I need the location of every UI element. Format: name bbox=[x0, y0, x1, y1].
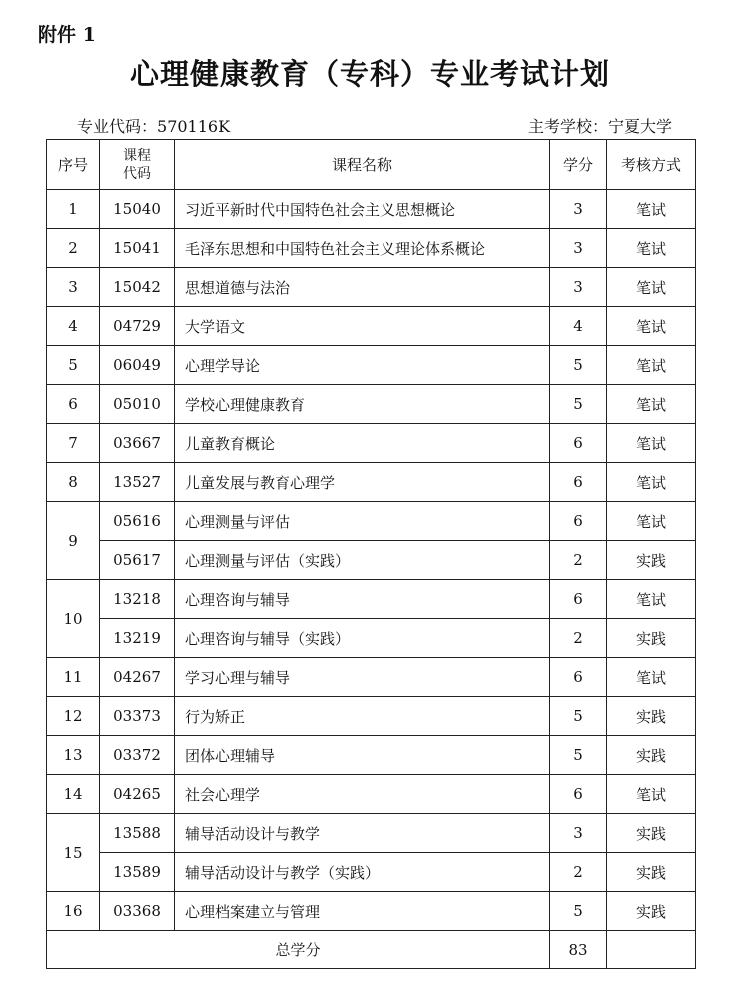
table-row bbox=[47, 229, 696, 268]
page-title: 心理健康教育（专科）专业考试计划 bbox=[129, 57, 610, 91]
total-credits: 83 bbox=[550, 931, 607, 969]
row-course-code: 13219 bbox=[100, 619, 175, 658]
row-course-name: 心理咨询与辅导（实践） bbox=[175, 619, 550, 658]
school-label: 主考学校： bbox=[527, 117, 608, 136]
row-course-code: 15040 bbox=[100, 190, 175, 229]
table-row bbox=[47, 853, 696, 892]
row-seq: 3 bbox=[47, 268, 100, 307]
row-seq: 5 bbox=[47, 346, 100, 385]
row-exam-method: 笔试 bbox=[607, 190, 696, 229]
header-course-name: 课程名称 bbox=[175, 140, 550, 190]
row-credit: 3 bbox=[550, 190, 607, 229]
row-credit: 2 bbox=[550, 853, 607, 892]
row-credit: 6 bbox=[550, 775, 607, 814]
row-course-code: 13588 bbox=[100, 814, 175, 853]
row-course-code: 04265 bbox=[100, 775, 175, 814]
row-exam-method: 笔试 bbox=[607, 502, 696, 541]
row-course-name: 辅导活动设计与教学 bbox=[175, 814, 550, 853]
row-credit: 5 bbox=[550, 346, 607, 385]
row-exam-method: 实践 bbox=[607, 697, 696, 736]
row-seq: 2 bbox=[47, 229, 100, 268]
row-seq: 11 bbox=[47, 658, 100, 697]
row-exam-method: 笔试 bbox=[607, 775, 696, 814]
table-row bbox=[47, 619, 696, 658]
row-credit: 2 bbox=[550, 541, 607, 580]
row-course-name: 心理测量与评估（实践） bbox=[175, 541, 550, 580]
major-code-value: 570116K bbox=[157, 117, 231, 136]
row-seq: 10 bbox=[47, 580, 100, 658]
row-course-name: 大学语文 bbox=[175, 307, 550, 346]
table-row bbox=[47, 892, 696, 931]
row-credit: 5 bbox=[550, 736, 607, 775]
attachment-label: 附件 1 bbox=[38, 24, 96, 46]
table-row bbox=[47, 385, 696, 424]
major-code bbox=[77, 114, 230, 137]
header-exam-method: 考核方式 bbox=[607, 140, 696, 190]
table-row bbox=[47, 580, 696, 619]
table-row bbox=[47, 541, 696, 580]
row-credit: 3 bbox=[550, 814, 607, 853]
row-course-name: 学习心理与辅导 bbox=[175, 658, 550, 697]
table-row bbox=[47, 424, 696, 463]
row-credit: 4 bbox=[550, 307, 607, 346]
row-course-name: 习近平新时代中国特色社会主义思想概论 bbox=[175, 190, 550, 229]
row-seq: 14 bbox=[47, 775, 100, 814]
row-course-code: 03667 bbox=[100, 424, 175, 463]
row-course-name: 社会心理学 bbox=[175, 775, 550, 814]
row-course-code: 13527 bbox=[100, 463, 175, 502]
row-credit: 6 bbox=[550, 580, 607, 619]
row-exam-method: 实践 bbox=[607, 736, 696, 775]
row-exam-method: 笔试 bbox=[607, 580, 696, 619]
row-course-code: 13218 bbox=[100, 580, 175, 619]
row-credit: 2 bbox=[550, 619, 607, 658]
table-row bbox=[47, 658, 696, 697]
row-course-code: 15042 bbox=[100, 268, 175, 307]
row-exam-method: 笔试 bbox=[607, 307, 696, 346]
row-course-name: 心理档案建立与管理 bbox=[175, 892, 550, 931]
row-course-name: 心理学导论 bbox=[175, 346, 550, 385]
header-code-line1: 课程 bbox=[123, 147, 151, 164]
row-exam-method: 笔试 bbox=[607, 385, 696, 424]
row-seq: 13 bbox=[47, 736, 100, 775]
table-row bbox=[47, 307, 696, 346]
header-credit: 学分 bbox=[550, 140, 607, 190]
row-course-code: 05010 bbox=[100, 385, 175, 424]
row-exam-method: 笔试 bbox=[607, 229, 696, 268]
row-credit: 6 bbox=[550, 502, 607, 541]
row-course-code: 04729 bbox=[100, 307, 175, 346]
row-exam-method: 笔试 bbox=[607, 346, 696, 385]
row-seq: 8 bbox=[47, 463, 100, 502]
table-row bbox=[47, 697, 696, 736]
row-exam-method: 实践 bbox=[607, 814, 696, 853]
row-credit: 3 bbox=[550, 229, 607, 268]
table-row bbox=[47, 502, 696, 541]
row-exam-method: 笔试 bbox=[607, 463, 696, 502]
row-course-code: 13589 bbox=[100, 853, 175, 892]
row-course-code: 04267 bbox=[100, 658, 175, 697]
row-exam-method: 实践 bbox=[607, 619, 696, 658]
school-value: 宁夏大学 bbox=[607, 117, 672, 136]
row-course-name: 毛泽东思想和中国特色社会主义理论体系概论 bbox=[175, 229, 550, 268]
table-row bbox=[47, 814, 696, 853]
row-exam-method: 实践 bbox=[607, 892, 696, 931]
row-exam-method: 笔试 bbox=[607, 658, 696, 697]
row-seq: 7 bbox=[47, 424, 100, 463]
row-course-code: 03373 bbox=[100, 697, 175, 736]
row-credit: 3 bbox=[550, 268, 607, 307]
header-course-code bbox=[100, 140, 175, 190]
row-seq: 16 bbox=[47, 892, 100, 931]
exam-plan-table bbox=[46, 139, 696, 969]
row-course-name: 心理测量与评估 bbox=[175, 502, 550, 541]
row-credit: 6 bbox=[550, 658, 607, 697]
header-seq: 序号 bbox=[47, 140, 100, 190]
host-school bbox=[528, 114, 672, 137]
row-course-code: 15041 bbox=[100, 229, 175, 268]
row-course-name: 心理咨询与辅导 bbox=[175, 580, 550, 619]
total-method bbox=[607, 931, 696, 969]
table-row bbox=[47, 268, 696, 307]
row-course-name: 学校心理健康教育 bbox=[175, 385, 550, 424]
row-course-name: 儿童发展与教育心理学 bbox=[175, 463, 550, 502]
row-course-code: 06049 bbox=[100, 346, 175, 385]
row-seq: 4 bbox=[47, 307, 100, 346]
row-course-name: 辅导活动设计与教学（实践） bbox=[175, 853, 550, 892]
total-row bbox=[47, 931, 696, 969]
row-exam-method: 笔试 bbox=[607, 268, 696, 307]
row-exam-method: 笔试 bbox=[607, 424, 696, 463]
row-exam-method: 实践 bbox=[607, 541, 696, 580]
row-course-name: 儿童教育概论 bbox=[175, 424, 550, 463]
table-row bbox=[47, 463, 696, 502]
table-row bbox=[47, 736, 696, 775]
table-row bbox=[47, 775, 696, 814]
row-course-name: 思想道德与法治 bbox=[175, 268, 550, 307]
row-course-code: 03372 bbox=[100, 736, 175, 775]
total-label: 总学分 bbox=[47, 931, 550, 969]
row-credit: 5 bbox=[550, 892, 607, 931]
row-credit: 5 bbox=[550, 385, 607, 424]
header-row bbox=[47, 140, 696, 190]
header-code-line2: 代码 bbox=[123, 165, 151, 182]
row-seq: 9 bbox=[47, 502, 100, 580]
table-row bbox=[47, 190, 696, 229]
row-seq: 12 bbox=[47, 697, 100, 736]
row-exam-method: 实践 bbox=[607, 853, 696, 892]
row-course-code: 05616 bbox=[100, 502, 175, 541]
row-course-name: 团体心理辅导 bbox=[175, 736, 550, 775]
row-course-name: 行为矫正 bbox=[175, 697, 550, 736]
row-seq: 6 bbox=[47, 385, 100, 424]
row-course-code: 05617 bbox=[100, 541, 175, 580]
table-row bbox=[47, 346, 696, 385]
major-code-label: 专业代码： bbox=[77, 117, 158, 136]
row-credit: 6 bbox=[550, 424, 607, 463]
row-course-code: 03368 bbox=[100, 892, 175, 931]
row-seq: 15 bbox=[47, 814, 100, 892]
row-credit: 5 bbox=[550, 697, 607, 736]
row-credit: 6 bbox=[550, 463, 607, 502]
row-seq: 1 bbox=[47, 190, 100, 229]
